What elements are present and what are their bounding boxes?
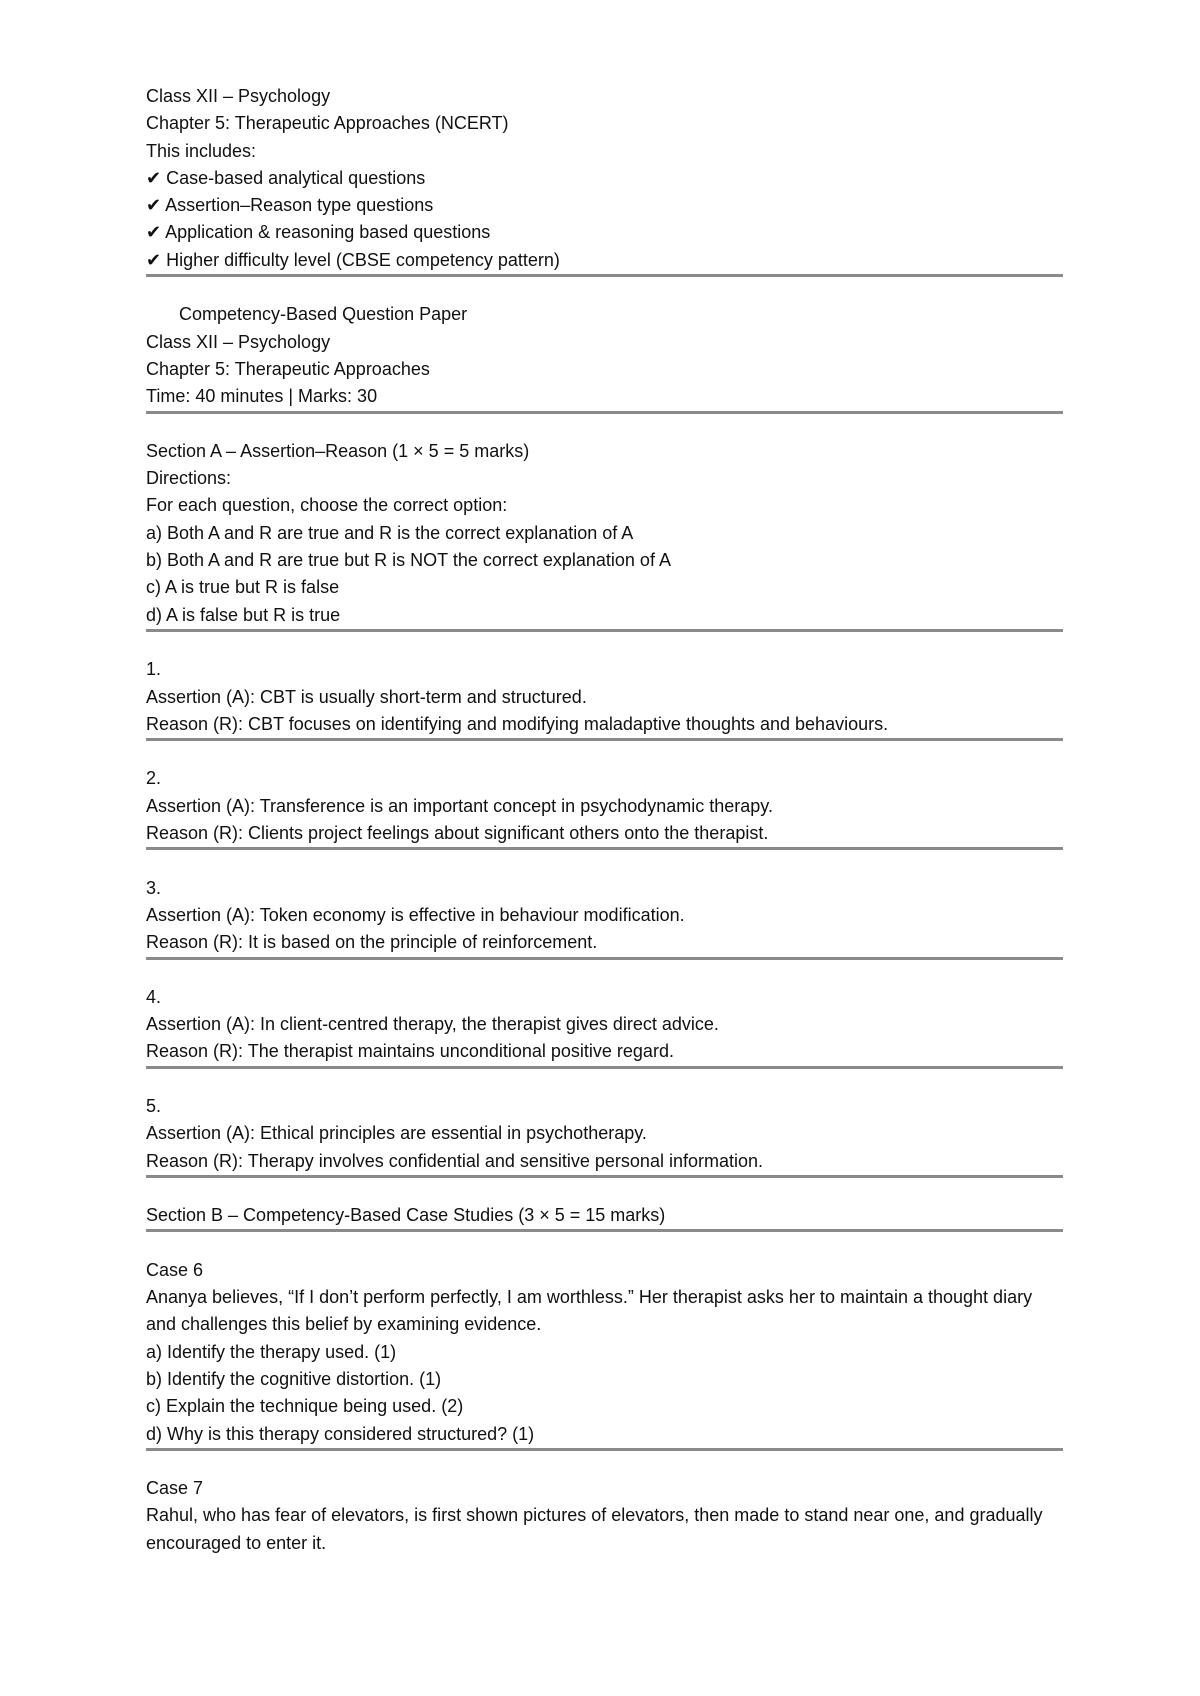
horizontal-rule bbox=[146, 847, 1063, 850]
question-block bbox=[146, 765, 1063, 847]
question-reason: Reason (R): The therapist maintains unconditional positive regard. bbox=[146, 1041, 674, 1062]
question-number: 1. bbox=[146, 659, 162, 680]
case-label: Case 7 bbox=[146, 1478, 204, 1499]
section-a-directions bbox=[146, 438, 1063, 629]
horizontal-rule bbox=[146, 1175, 1063, 1178]
answer-option: d) A is false but R is true bbox=[146, 604, 341, 625]
question-number: 5. bbox=[146, 1095, 162, 1116]
checklist-item: ✔ Higher difficulty level (CBSE competency pattern) bbox=[146, 249, 560, 270]
intro-line: Class XII – Psychology bbox=[146, 86, 331, 106]
question-assertion: Assertion (A): CBT is usually short-term and structured. bbox=[146, 686, 587, 707]
intro-line: Chapter 5: Therapeutic Approaches (NCERT) bbox=[146, 113, 509, 134]
horizontal-rule bbox=[146, 738, 1063, 741]
intro-block bbox=[146, 83, 1063, 274]
checklist-item: ✔ Application & reasoning based questions bbox=[146, 222, 491, 243]
case-part: d) Why is this therapy considered structured? (1) bbox=[146, 1423, 535, 1444]
case-block bbox=[146, 1257, 1063, 1448]
horizontal-rule bbox=[146, 411, 1063, 414]
question-assertion: Assertion (A): Token economy is effective in behaviour modification. bbox=[146, 904, 685, 925]
question-assertion: Assertion (A): In client-centred therapy, the therapist gives direct advice. bbox=[146, 1014, 719, 1035]
directions-instruction: For each question, choose the correct option: bbox=[146, 495, 508, 516]
checklist-item: ✔ Assertion–Reason type questions bbox=[146, 195, 434, 216]
question-block bbox=[146, 1093, 1063, 1175]
paper-class: Class XII – Psychology bbox=[146, 331, 331, 352]
paper-chapter: Chapter 5: Therapeutic Approaches bbox=[146, 358, 430, 379]
question-assertion: Assertion (A): Transference is an important concept in psychodynamic therapy. bbox=[146, 795, 773, 816]
intro-line: This includes: bbox=[146, 140, 257, 161]
case-text: Rahul, who has fear of elevators, is first shown pictures of elevators, then made to stand near one, and gradually encouraged to enter it. bbox=[146, 1505, 1043, 1553]
question-number: 4. bbox=[146, 986, 162, 1007]
answer-option: b) Both A and R are true but R is NOT the correct explanation of A bbox=[146, 550, 671, 571]
answer-option: c) A is true but R is false bbox=[146, 577, 340, 598]
horizontal-rule bbox=[146, 1066, 1063, 1069]
case-part: a) Identify the therapy used. (1) bbox=[146, 1341, 397, 1362]
question-reason: Reason (R): Clients project feelings about significant others onto the therapist. bbox=[146, 823, 769, 844]
question-reason: Reason (R): CBT focuses on identifying and modifying maladaptive thoughts and behaviours. bbox=[146, 713, 889, 734]
paper-title: Competency-Based Question Paper bbox=[179, 304, 468, 325]
horizontal-rule bbox=[146, 629, 1063, 632]
question-block bbox=[146, 656, 1063, 738]
directions-label: Directions: bbox=[146, 468, 232, 489]
question-reason: Reason (R): It is based on the principle of reinforcement. bbox=[146, 932, 598, 953]
question-number: 2. bbox=[146, 768, 162, 789]
case-part: b) Identify the cognitive distortion. (1) bbox=[146, 1368, 442, 1389]
checklist-item: ✔ Case-based analytical questions bbox=[146, 167, 426, 188]
question-assertion: Assertion (A): Ethical principles are essential in psychotherapy. bbox=[146, 1123, 647, 1144]
question-block bbox=[146, 875, 1063, 957]
horizontal-rule bbox=[146, 957, 1063, 960]
section-a-title: Section A – Assertion–Reason (1 × 5 = 5 marks) bbox=[146, 440, 530, 461]
horizontal-rule bbox=[146, 1229, 1063, 1232]
case-block bbox=[146, 1475, 1063, 1557]
paper-time-marks: Time: 40 minutes | Marks: 30 bbox=[146, 386, 378, 407]
answer-option: a) Both A and R are true and R is the correct explanation of A bbox=[146, 522, 634, 543]
case-part: c) Explain the technique being used. (2) bbox=[146, 1396, 464, 1417]
horizontal-rule bbox=[146, 274, 1063, 277]
case-text: Ananya believes, “If I don’t perform perfectly, I am worthless.” Her therapist asks her to maintain a thought diary and challenges this belief by examining evidence. bbox=[146, 1287, 1033, 1335]
horizontal-rule bbox=[146, 1448, 1063, 1451]
question-reason: Reason (R): Therapy involves confidential and sensitive personal information. bbox=[146, 1150, 763, 1171]
question-number: 3. bbox=[146, 877, 162, 898]
case-label: Case 6 bbox=[146, 1259, 204, 1280]
section-b-title: Section B – Competency-Based Case Studies (3 × 5 = 15 marks) bbox=[146, 1205, 666, 1226]
paper-header bbox=[146, 301, 1063, 410]
question-block bbox=[146, 984, 1063, 1066]
